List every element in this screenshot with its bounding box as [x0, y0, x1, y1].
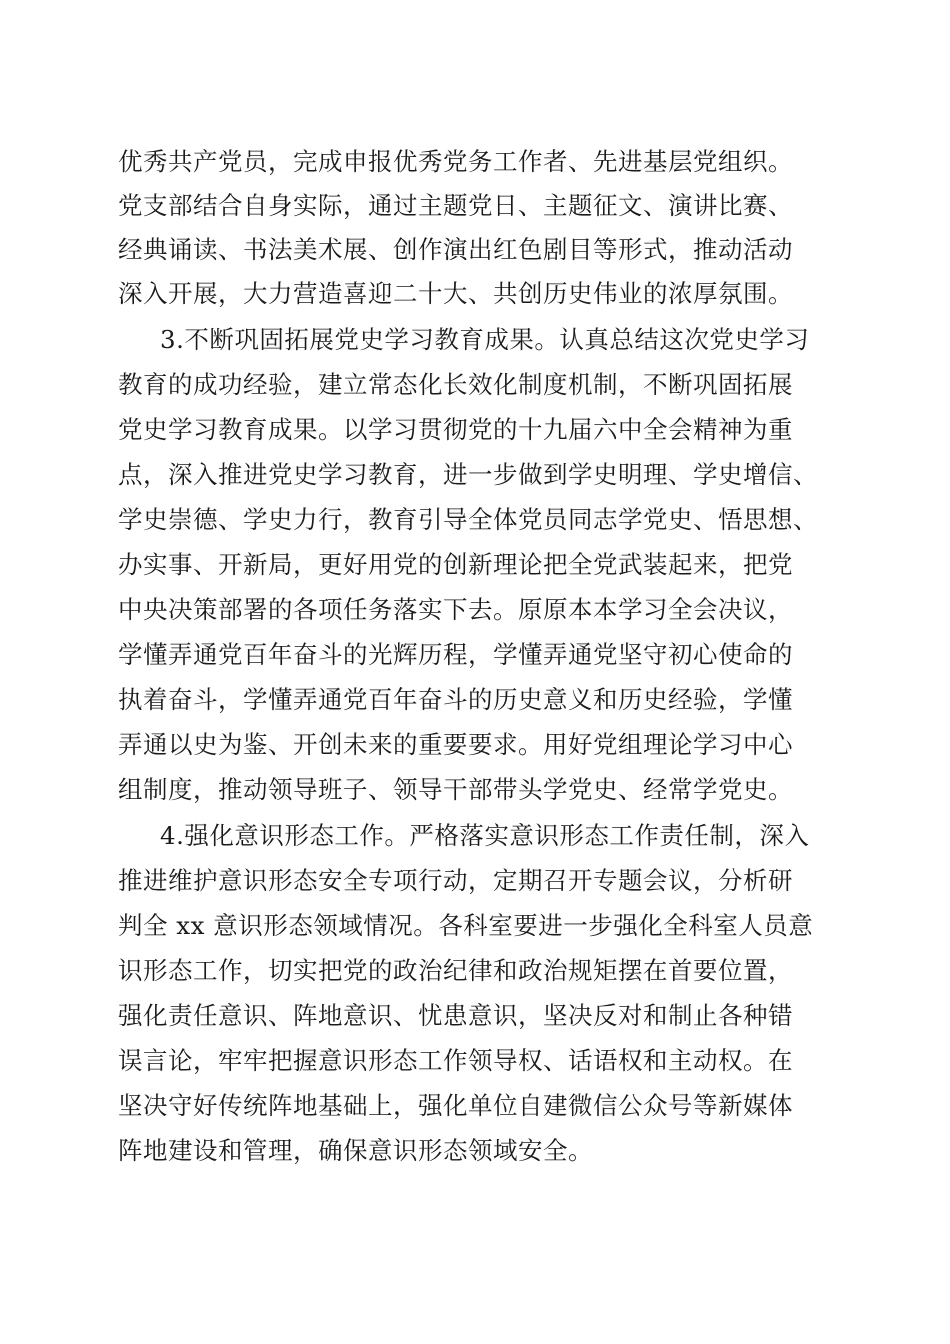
text-line-10: 办实事、开新局，更好用党的创新理论把全党武装起来，把党: [118, 550, 793, 579]
text-line-4: 深入开展，大力营造喜迎二十大、共创历史伟业的浓厚氛围。: [118, 279, 793, 308]
text-line-14: 弄通以史为鉴、开创未来的重要要求。用好党组理论学习中心: [118, 730, 793, 759]
text-line-2: 党支部结合自身实际，通过主题党日、主题征文、演讲比赛、: [118, 191, 793, 220]
text-line-12: 学懂弄通党百年奋斗的光辉历程，学懂弄通党坚守初心使命的: [118, 640, 793, 669]
text-line-17: 推进维护意识形态安全专项行动，定期召开专题会议，分析研: [118, 866, 793, 895]
text-line-22: 坚决守好传统阵地基础上，强化单位自建微信公众号等新媒体: [118, 1091, 793, 1120]
text-line-13: 执着奋斗，学懂弄通党百年奋斗的历史意义和历史经验，学懂: [118, 685, 793, 714]
text-line-11: 中央决策部署的各项任务落实下去。原原本本学习全会决议，: [118, 595, 793, 624]
section-4-heading-line: 4.强化意识形态工作。严格落实意识形态工作责任制，深入: [160, 821, 810, 850]
section-3-heading-line: 3.不断巩固拓展党史学习教育成果。认真总结这次党史学习: [160, 325, 810, 354]
text-line-1: 优秀共产党员，完成申报优秀党务工作者、先进基层党组织。: [118, 147, 793, 176]
text-line-20: 强化责任意识、阵地意识、忧患意识，坚决反对和制止各种错: [118, 1001, 793, 1030]
text-line-21: 误言论，牢牢把握意识形态工作领导权、话语权和主动权。在: [118, 1046, 793, 1075]
text-line-6: 教育的成功经验，建立常态化长效化制度机制，不断巩固拓展: [118, 370, 793, 399]
text-line-8: 点，深入推进党史学习教育，进一步做到学史明理、学史增信、: [118, 460, 818, 489]
text-line-19: 识形态工作，切实把党的政治纪律和政治规矩摆在首要位置，: [118, 956, 793, 985]
text-line-18: 判全 xx 意识形态领域情况。各科室要进一步强化全科室人员意: [118, 911, 814, 940]
text-line-3: 经典诵读、书法美术展、创作演出红色剧目等形式，推动活动: [118, 235, 793, 264]
text-line-7: 党史学习教育成果。以学习贯彻党的十九届六中全会精神为重: [118, 415, 793, 444]
text-line-9: 学史崇德、学史力行，教育引导全体党员同志学党史、悟思想、: [118, 505, 818, 534]
text-line-23: 阵地建设和管理，确保意识形态领域安全。: [118, 1136, 593, 1165]
text-line-15: 组制度，推动领导班子、领导干部带头学党史、经常学党史。: [118, 775, 793, 804]
